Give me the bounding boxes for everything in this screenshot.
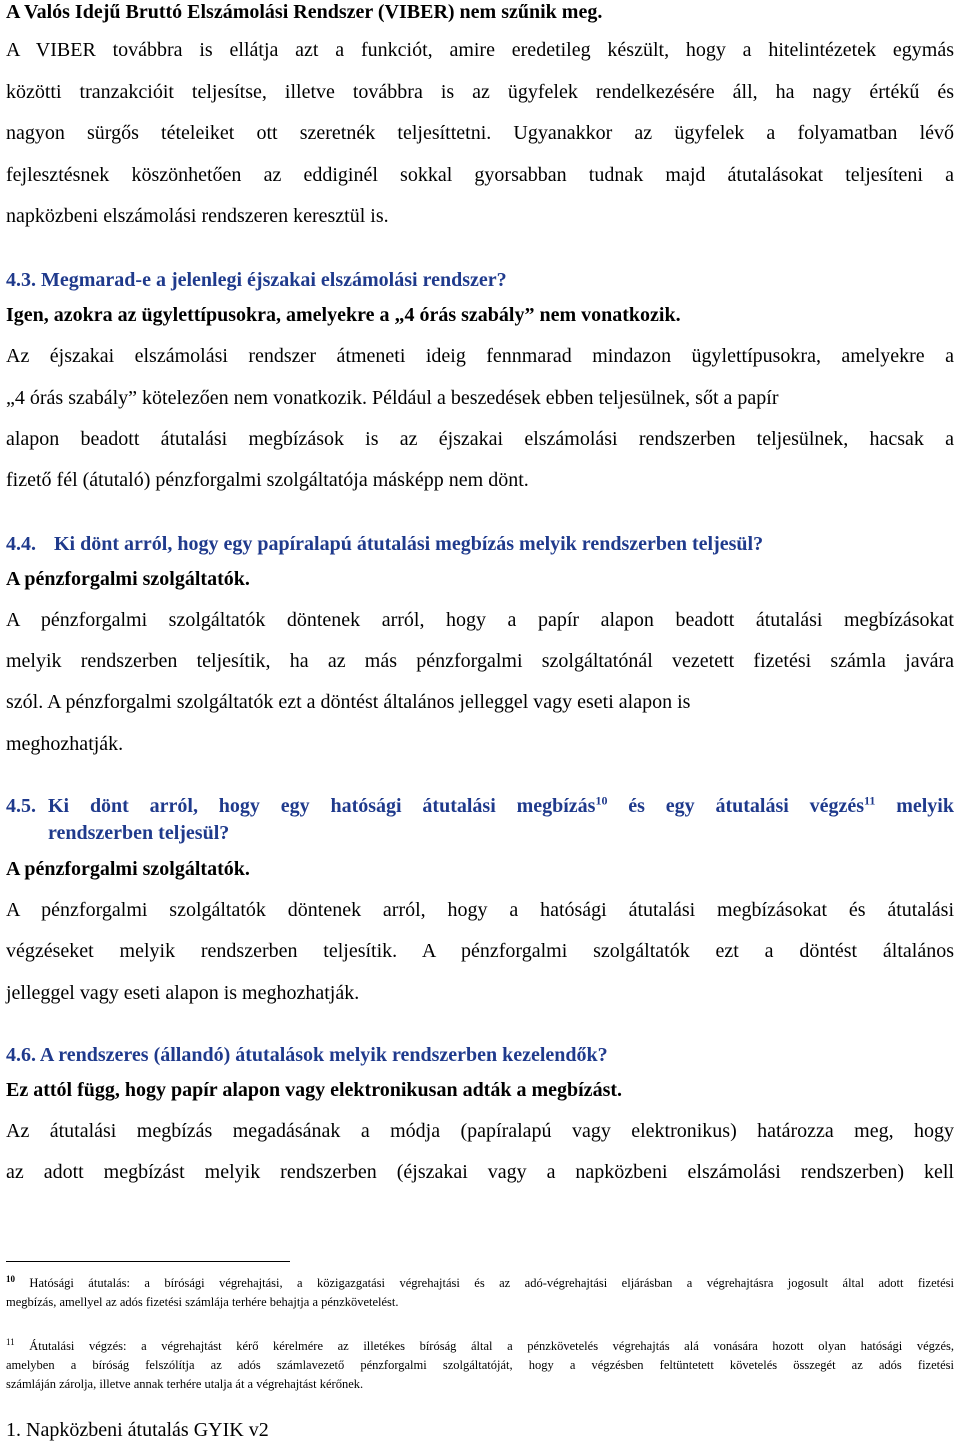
answer-4-3: Igen, azokra az ügylettípusokra, amelyekre a „4 órás szabály” nem vonatkozik. [6,304,681,326]
question-4-6: 4.6. A rendszeres (állandó) átutalások melyik rendszerben kezelendők? [6,1044,608,1066]
paragraph-line: A pénzforgalmi szolgáltatók döntenek arról, hogy a papír alapon beadott átutalási megbízásokat [6,609,954,631]
paragraph-line: A VIBER továbbra is ellátja azt a funkciót, amire eredetileg készült, hogy a hitelintézetek egymás [6,39,954,61]
question-4-5-line2: rendszerben teljesül? [48,822,230,844]
footnote-text: Hatósági átutalás: a bírósági végrehajtási, a közigazgatási végrehajtási és az adó-végrehajtási eljárásban a végrehajtásra jogosult által adott fizetési [15,1276,954,1290]
paragraph-line: „4 órás szabály” kötelezően nem vonatkozik. Például a beszedések ebben teljesülnek, sőt a papír [6,387,779,409]
paragraph-line: Az átutalási megbízás megadásának a módja (papíralapú vagy elektronikus) határozza meg, hogy [6,1120,954,1142]
paragraph-line: melyik rendszerben teljesítik, ha az más pénzforgalmi szolgáltatónál vezetett fizetési számla javára [6,650,954,672]
answer-4-4: A pénzforgalmi szolgáltatók. [6,568,250,590]
paragraph-line: meghozhatják. [6,733,124,755]
question-4-4: Ki dönt arról, hogy egy papíralapú átutalási megbízás melyik rendszerben teljesül? [54,533,764,555]
footnote-11-line1 [6,1338,954,1355]
footnote-text: Átutalási végzés: a végrehajtást kérő kérelmére az illetékes bíróság által a pénzkövetelés végrehajtás alá vonására hozott olyan hatósági végzés, [14,1339,954,1353]
page-footer: 1. Napközbeni átutalás GYIK v2 [6,1419,269,1441]
paragraph-line: szól. A pénzforgalmi szolgáltatók ezt a döntést általános jelleggel vagy eseti alapon is [6,691,691,713]
footnote-10-line2: megbízás, amellyel az adós fizetési számlája terhére behajtja a pénzkövetelést. [6,1295,399,1309]
question-4-3: 4.3. Megmarad-e a jelenlegi éjszakai elszámolási rendszer? [6,269,507,291]
paragraph-line: napközbeni elszámolási rendszeren keresztül is. [6,205,389,227]
paragraph-line: alapon beadott átutalási megbízások is az éjszakai elszámolási rendszerben teljesülnek, hacsak a [6,428,954,450]
answer-4-6: Ez attól függ, hogy papír alapon vagy elektronikusan adták a megbízást. [6,1079,623,1101]
answer-4-5: A pénzforgalmi szolgáltatók. [6,858,250,880]
footnote-10-mark: 10 [6,1273,15,1284]
paragraph-line: az adott megbízást melyik rendszerben (éjszakai vagy a napközbeni elszámolási rendszerben) kell [6,1161,954,1183]
footnote-ref-10[interactable]: 10 [595,793,608,808]
footnote-separator [6,1261,290,1262]
question-4-5-number: 4.5. [6,795,36,817]
footnote-10-line1 [6,1275,954,1292]
paragraph-line: közötti tranzakcióit teljesítse, illetve továbbra is az ügyfelek rendelkezésére áll, ha nagy értékű és [6,81,954,103]
paragraph-line: fejlesztésnek köszönhetően az eddiginél sokkal gyorsabban tudnak majd átutalásokat teljesíteni a [6,164,954,186]
paragraph-line: jelleggel vagy eseti alapon is meghozhatják. [6,982,360,1004]
question-4-5-part2: és egy átutalási végzés [607,795,865,817]
footnote-ref-11[interactable]: 11 [864,793,876,808]
question-4-5-part3: melyik [875,795,954,817]
question-4-5 [48,794,954,818]
question-4-4-number: 4.4. [6,533,36,555]
section-heading-viber: A Valós Idejű Bruttó Elszámolási Rendszer (VIBER) nem szűnik meg. [6,1,603,23]
question-4-5-part1: Ki dönt arról, hogy egy hatósági átutalási megbízás [48,795,596,817]
footnote-11-line3: számláján zárolja, illetve annak terhére utalja át a végrehajtást kérőnek. [6,1377,364,1391]
paragraph-line: fizető fél (átutaló) pénzforgalmi szolgáltatója másképp nem dönt. [6,469,529,491]
paragraph-line: nagyon sürgős tételeiket ott szeretnék teljesíttetni. Ugyanakkor az ügyfelek a folyamatban lévő [6,122,954,144]
paragraph-line: végzéseket melyik rendszerben teljesítik. A pénzforgalmi szolgáltatók ezt a döntést általános [6,940,954,962]
paragraph-line: Az éjszakai elszámolási rendszer átmeneti ideig fennmarad mindazon ügylettípusokra, amelyekre a [6,345,954,367]
footnote-11-mark: 11 [6,1336,15,1347]
paragraph-line: A pénzforgalmi szolgáltatók döntenek arról, hogy a hatósági átutalási megbízásokat és átutalási [6,899,954,921]
footnote-11-line2: amelyben a bíróság felszólítja az adós számlavezető pénzforgalmi szolgáltatóját, hogy a végzésben feltüntetett követelés összegét az adós fizetési [6,1358,954,1372]
